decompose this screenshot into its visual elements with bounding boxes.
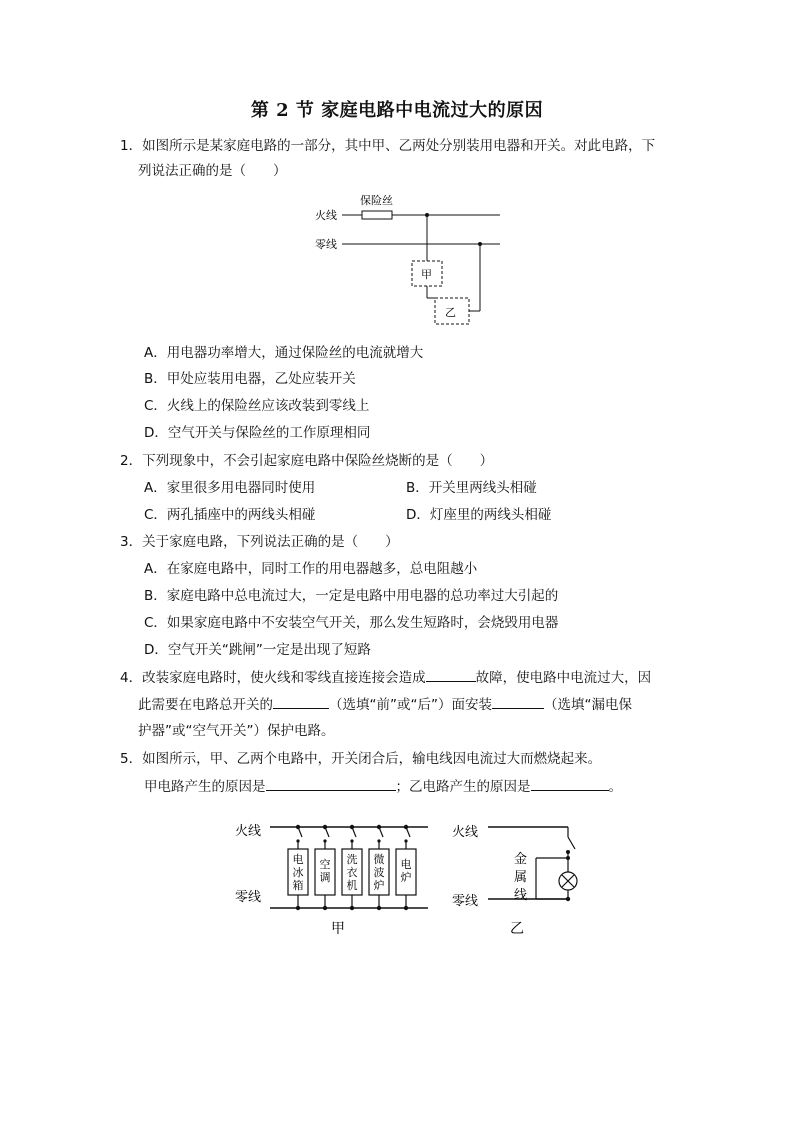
metal-wire-label-2: 属 (514, 870, 528, 885)
q2-stem: 2．下列现象中，不会引起家庭电路中保险丝烧断的是（ ） (120, 453, 494, 469)
appliance-label-char: 波 (373, 866, 385, 879)
circuit-b-neutral-label: 零线 (452, 894, 479, 909)
q3-option-c: C．如果家庭电路中不安装空气开关，那么发生短路时，会烧毁用电器 (144, 615, 559, 631)
q5-stem: 5．如图所示，甲、乙两个电路中，开关闭合后，输电线因电流过大而燃烧起来。 (120, 751, 602, 767)
neutral-wire-label: 零线 (315, 238, 337, 251)
appliance-switch (406, 827, 410, 837)
q3-stem: 3．关于家庭电路，下列说法正确的是（ ） (120, 534, 399, 550)
q5-text-2: ；乙电路产生的原因是 (395, 779, 531, 795)
q3-option-a: A．在家庭电路中，同时工作的用电器越多，总电阻越小 (144, 561, 478, 577)
q5-circuit-a-figure (230, 815, 430, 940)
appliance-switch (325, 827, 329, 837)
appliance-label-char: 电 (292, 853, 304, 866)
appliance-label-char: 冰 (292, 866, 304, 879)
q5-answer-line (144, 776, 622, 797)
q3-option-d: D．空气开关“跳闸”一定是出现了短路 (144, 642, 371, 658)
q4-blank-1[interactable] (426, 667, 476, 682)
circuit-b-caption: 乙 (510, 921, 524, 937)
metal-wire-label-3: 线 (514, 888, 528, 903)
q1-option-b: B．甲处应装用电器，乙处应装开关 (144, 371, 356, 387)
appliance-label-char: 衣 (346, 866, 358, 879)
circuit-a-live-label: 火线 (235, 824, 262, 839)
appliance-label-char: 洗 (346, 853, 358, 866)
q5-circuit-b-figure (448, 815, 608, 940)
box-b-label: 乙 (445, 306, 456, 319)
fuse-symbol (362, 211, 392, 219)
q4-text-4: （选填“前”或“后”）面安装 (329, 697, 492, 713)
q2-option-c: C．两孔插座中的两线头相碰 (144, 507, 316, 523)
q4-line2 (138, 694, 632, 715)
metal-wire-label-1: 金 (514, 852, 528, 867)
q1-option-c: C．火线上的保险丝应该改装到零线上 (144, 398, 370, 414)
appliance-switch (298, 827, 302, 837)
q4-text-3: 此需要在电路总开关的 (138, 697, 273, 713)
appliance-label-char: 空 (319, 858, 331, 871)
q1-stem-line1: 1．如图所示是某家庭电路的一部分，其中甲、乙两处分别装用电器和开关。对此电路，下 (120, 138, 656, 154)
appliance-switch (352, 827, 356, 837)
circuit-a-caption: 甲 (331, 921, 345, 937)
q1-option-d: D．空气开关与保险丝的工作原理相同 (144, 425, 371, 441)
live-wire-label: 火线 (315, 209, 337, 222)
appliance-label-char: 微 (373, 853, 385, 866)
switch-b (568, 837, 575, 849)
q4-text-2: 故障，使电路中电流过大，因 (475, 670, 652, 686)
q1-stem-line2: 列说法正确的是（ ） (138, 163, 287, 179)
q3-option-b: B．家庭电路中总电流过大，一定是电路中用电器的总功率过大引起的 (144, 588, 559, 604)
appliance-label-char: 炉 (400, 871, 412, 884)
circuit-b-live-label: 火线 (452, 825, 479, 840)
circuit-a-neutral-label: 零线 (235, 890, 262, 905)
box-a-label: 甲 (421, 268, 432, 281)
q5-blank-2[interactable] (531, 776, 609, 791)
q4-text-1: 4．改装家庭电路时，使火线和零线直接连接会造成 (120, 670, 426, 686)
q1-option-a: A．用电器功率增大，通过保险丝的电流就增大 (144, 345, 424, 361)
q5-text-3: 。 (608, 779, 622, 795)
q2-option-d: D．灯座里的两线头相碰 (406, 507, 552, 523)
fuse-label: 保险丝 (360, 194, 393, 207)
q4-line1 (120, 667, 651, 688)
appliance-label-char: 电 (400, 858, 412, 871)
q5-blank-1[interactable] (266, 776, 396, 791)
q5-text-1: 甲电路产生的原因是 (144, 779, 266, 795)
page-title: 第 2 节 家庭电路中电流过大的原因 (250, 100, 544, 121)
q2-option-b: B．开关里两线头相碰 (406, 480, 537, 496)
q4-blank-3[interactable] (492, 694, 544, 709)
q4-text-5: （选填“漏电保 (543, 697, 632, 713)
appliance-switch (379, 827, 383, 837)
appliance-label-char: 箱 (292, 879, 304, 892)
appliance-label-char: 炉 (373, 879, 385, 892)
appliance-label-char: 调 (319, 871, 331, 884)
appliance-label-char: 机 (346, 879, 358, 892)
q4-line3: 护器”或“空气开关”）保护电路。 (138, 723, 335, 739)
q4-blank-2[interactable] (273, 694, 329, 709)
q1-circuit-figure (300, 188, 510, 333)
q2-option-a: A．家里很多用电器同时使用 (144, 480, 316, 496)
